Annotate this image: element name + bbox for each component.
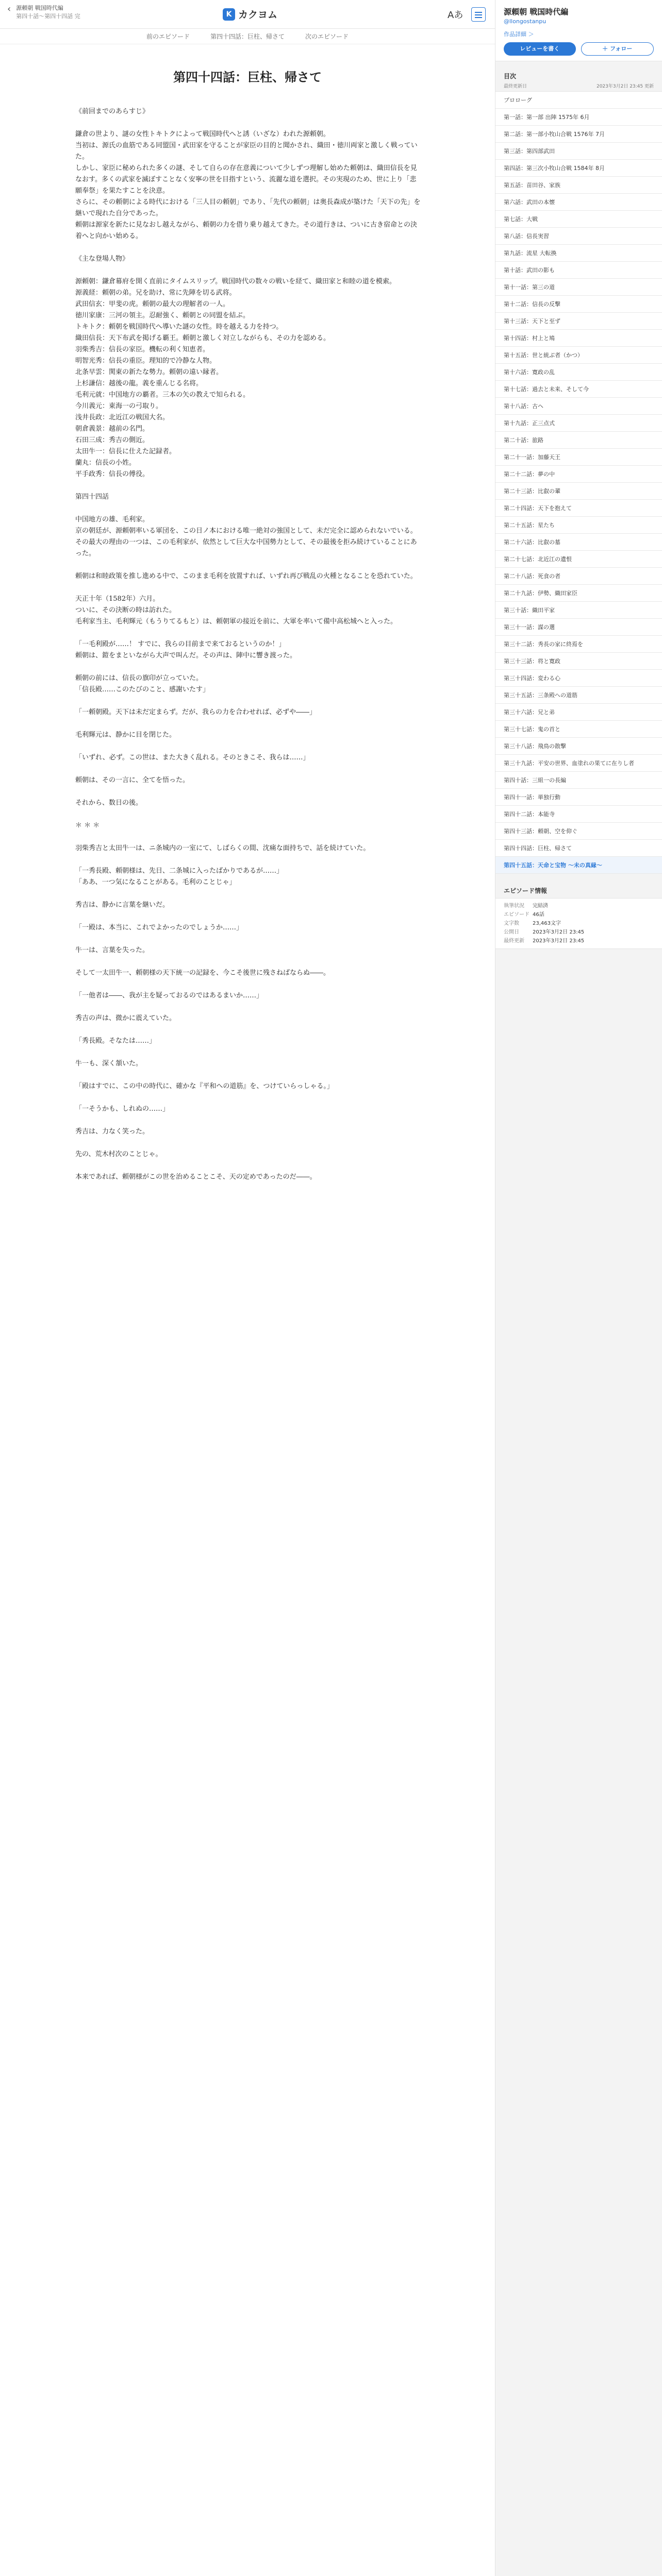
- toc-item[interactable]: 第二十七話：北近江の遺恨: [495, 551, 662, 568]
- toc-item[interactable]: 第二十四話：天下を抱えて: [495, 500, 662, 517]
- episode-info-table: [495, 898, 662, 949]
- episode-body: [75, 106, 422, 1194]
- info-key: 公開日: [504, 929, 519, 935]
- paragraph: 頼朝は、その一言に、全てを悟った。: [75, 776, 190, 784]
- toc-updated-label: 最終更新日: [504, 84, 527, 89]
- info-key: エピソード: [504, 912, 529, 918]
- toc-item[interactable]: 第十七話：過去と未来、そして今: [495, 381, 662, 398]
- text-size-icon[interactable]: Aあ: [448, 10, 464, 21]
- paragraph: 「一殿は、本当に、これでよかったのでしょうか……」: [75, 924, 243, 931]
- toc-item[interactable]: 第三十七話：鬼の首と: [495, 721, 662, 738]
- toc-item[interactable]: 第十一話：第三の道: [495, 279, 662, 296]
- header-work-info[interactable]: [7, 4, 80, 21]
- toc-updated-value: 2023年3月2日 23:45 更新: [596, 84, 654, 89]
- toc-item[interactable]: 第二十九話：伊勢、織田家臣: [495, 585, 662, 602]
- paragraph: 中国地方の雄、毛利家。 京の朝廷が、源頼朝率いる軍団を、この日ノ本における唯一絶対の強国として、未だ完全に認められないでいる。その最大の理由の一つは、この毛利家が、依然として巨大な中国勢力として、その最後を拒み続けていることにあった。: [75, 516, 417, 557]
- paragraph: 《主な登場人物》: [75, 255, 129, 263]
- toc-item[interactable]: 第二話：第一部小牧山合戦 1576年 7月: [495, 126, 662, 143]
- header-work-subtitle: 第四十話〜第四十四話 完: [16, 13, 80, 20]
- paragraph: 秀吉の声は、微かに震えていた。: [75, 1014, 176, 1022]
- toc-item[interactable]: 第十三話：天下と至ず: [495, 313, 662, 330]
- paragraph: そして一太田牛一、頼朝様の天下統一の記録を、今こそ後世に残さねばならぬ――。: [75, 969, 330, 977]
- toc-list: [495, 91, 662, 874]
- toc-item[interactable]: 第三十五話：三条殿への道筋: [495, 687, 662, 704]
- sidebar-work-card: [495, 0, 662, 61]
- info-key: 文字数: [504, 921, 519, 926]
- paragraph: 秀吉は、力なく笑った。: [75, 1128, 150, 1136]
- header-work-title[interactable]: 源頼朝 戦国時代編: [16, 5, 63, 11]
- paragraph: 頼朝の前には、信長の旗印が立っていた。 「信長殿……このたびのこと、感謝いたす」: [75, 674, 210, 693]
- toc-item[interactable]: 第三十話：織田平家: [495, 602, 662, 619]
- paragraph: 牛一は、言葉を失った。: [75, 946, 150, 954]
- info-value: 完結済: [533, 903, 548, 909]
- toc-item[interactable]: 第二十六話：比叡の墓: [495, 534, 662, 551]
- paragraph: 「秀長殿。そなたは……」: [75, 1037, 156, 1045]
- sidebar-work-title[interactable]: 源頼朝 戦国時代編: [504, 7, 569, 16]
- paragraph: 毛利輝元は、静かに目を閉じた。: [75, 731, 176, 739]
- info-row: [504, 910, 654, 919]
- toc-item[interactable]: 第四十五話：天命と宝物 〜未の真縁〜: [495, 857, 662, 874]
- paragraph: 「いずれ、必ず。この世は、また大きく乱れる。そのときこそ、我らは……」: [75, 754, 310, 761]
- toc-item[interactable]: 第二十一話：加藤天王: [495, 449, 662, 466]
- chapter-heading: 第四十四話: [75, 493, 109, 501]
- toc-item[interactable]: 第二十五話：星たち: [495, 517, 662, 534]
- logo-text: カクヨム: [238, 9, 278, 21]
- episode-nav: [0, 29, 495, 44]
- table-of-contents: [495, 72, 662, 874]
- top-bar: [0, 0, 495, 29]
- toc-item[interactable]: 第十二話：信長の反撃: [495, 296, 662, 313]
- toc-item[interactable]: 第二十三話：比叡の輩: [495, 483, 662, 500]
- paragraph: 「一秀長殿、頼朝様は、先日、二条城に入ったばかりであるが……」 「ああ、一つ気になることがある。毛利のことじゃ」: [75, 867, 284, 886]
- site-logo[interactable]: [223, 7, 277, 21]
- info-key: 執筆状況: [504, 903, 524, 909]
- paragraph: 秀吉は、静かに言葉を継いだ。: [75, 901, 170, 909]
- toc-item[interactable]: 第十九話：正三点式: [495, 415, 662, 432]
- toc-item[interactable]: 第一話：第一部 出陣 1575年 6月: [495, 109, 662, 126]
- info-row: [504, 937, 654, 945]
- paragraph: 天正十年（1582年）六月。 ついに、その決断の時は訪れた。 毛利家当主、毛利輝元（もうりてるもと）は、頼朝軍の接近を前に、大軍を率いて備中高松城へと入った。: [75, 595, 398, 625]
- paragraph: 源頼朝：鎌倉幕府を開く直前にタイムスリップ。戦国時代の数々の戦いを経て、織田家と和睦の道を模索。 源義経：頼朝の弟。兄を助け、常に先陣を切る武将。 武田信玄：甲斐の虎。頼朝の最大の理解者の一人。 徳川家康：三河の領主。忍耐強く、頼朝との同盟を結ぶ。 トキトク：頼朝を戦国時代へ導いた謎の女性。時を越える力を持つ。 織田信長：天下布武を掲げる覇王。頼朝と激しく対立しながらも、その力を認める。 羽柴秀吉：信長の家臣。機転の利く知恵者。 明智光秀：信長の重臣。理知的で冷静な人物。 北条早雲：関東の新たな勢力。頼朝の遠い縁者。 上杉謙信：越後の龍。義を重んじる名将。 毛利元就：中国地方の覇者。三本の矢の教えで知られる。 今川義元：東海一の弓取り。 浅井長政：北近江の戦国大名。 朝倉義景：越前の名門。 石田三成：秀吉の側近。 太田牛一：信長に仕えた記録者。 蘭丸：信長の小姓。 平手政秀：信長の傅役。: [75, 278, 396, 478]
- paragraph: 「殿はすでに、この中の時代に、確かな『平和への道筋』を、つけていらっしゃる。」: [75, 1082, 334, 1090]
- toc-item[interactable]: 第八話：信長実習: [495, 228, 662, 245]
- chevron-left-icon[interactable]: ‹: [7, 4, 11, 14]
- toc-item[interactable]: 第十五話：世と統ぶ者（かつ）: [495, 347, 662, 364]
- info-value: 23,463文字: [533, 921, 561, 926]
- toc-item[interactable]: 第四十二話：本能寺: [495, 806, 662, 823]
- toc-item[interactable]: 第四十四話：巨柱、帰さて: [495, 840, 662, 857]
- write-review-button[interactable]: レビューを書く: [504, 42, 576, 56]
- toc-item[interactable]: プロローグ: [495, 92, 662, 109]
- toc-item[interactable]: 第三十四話：変わる心: [495, 670, 662, 687]
- info-value: 2023年3月2日 23:45: [533, 929, 585, 935]
- hamburger-icon[interactable]: [471, 7, 486, 22]
- toc-item[interactable]: 第十八話：古ヘ: [495, 398, 662, 415]
- follow-button[interactable]: ＋ フォロー: [581, 42, 654, 56]
- toc-item[interactable]: 第三話：第四部武田: [495, 143, 662, 160]
- info-row: [504, 919, 654, 928]
- toc-item[interactable]: 第十話：武田の影も: [495, 262, 662, 279]
- episode-content: [0, 44, 495, 2576]
- paragraph: 頼朝は和睦政策を推し進める中で、このまま毛利を放置すれば、いずれ再び戦乱の火種となることを恐れていた。: [75, 572, 417, 580]
- paragraph: 本来であれば、頼朝様がこの世を治めることこそ、天の定めであったのだ――。: [75, 1173, 317, 1181]
- toc-item[interactable]: 第三十六話：兄と弟: [495, 704, 662, 721]
- toc-item[interactable]: 第四十三話：頼朝、空を仰ぐ: [495, 823, 662, 840]
- sidebar: [495, 0, 662, 2576]
- episode-title: 第四十四話：巨柱、帰さて: [173, 70, 322, 84]
- toc-item[interactable]: 第三十二話：秀長の家に終焉を: [495, 636, 662, 653]
- paragraph: 「一そうかも、しれぬの……」: [75, 1105, 170, 1113]
- paragraph: それから、数日の後。: [75, 799, 143, 807]
- episode-info: [495, 886, 662, 949]
- toc-heading: 目次: [504, 73, 517, 80]
- scene-separator: ＊ ＊ ＊: [75, 822, 100, 829]
- toc-item[interactable]: 第四十一話：単独行動: [495, 789, 662, 806]
- info-value: 46話: [533, 912, 544, 918]
- toc-item[interactable]: 第二十八話：死食の者: [495, 568, 662, 585]
- info-value: 2023年3月2日 23:45: [533, 938, 585, 944]
- toc-item[interactable]: 第四十話：三組一の長編: [495, 772, 662, 789]
- paragraph: 「一毛利殿が……！ すでに、我らの目前まで来ておるというのか！」 頼朝は、鎧をまといながら大声で叫んだ。その声は、陣中に響き渡った。: [75, 640, 297, 659]
- toc-item[interactable]: 第十四話：村上と鳩: [495, 330, 662, 347]
- info-row: [504, 902, 654, 910]
- paragraph: 「一他者は――、我が主を疑っておるのではあるまいか……」: [75, 992, 263, 999]
- toc-item[interactable]: 第三十九話：平安の世界、血塗れの果てに在りし者: [495, 755, 662, 772]
- next-episode-link[interactable]: 次のエピソード: [305, 33, 349, 40]
- toc-item[interactable]: 第二十話：旅路: [495, 432, 662, 449]
- info-key: 最終更新: [504, 938, 524, 944]
- paragraph: 先の、荒木村次のことじゃ。: [75, 1150, 162, 1158]
- sidebar-author[interactable]: @llongostanpu: [504, 18, 547, 25]
- toc-item[interactable]: 第三十一話：謀の選: [495, 619, 662, 636]
- toc-item[interactable]: 第四話：第三次小牧山合戦 1584年 8月: [495, 160, 662, 177]
- prev-episode-link[interactable]: 前のエピソード: [146, 33, 190, 40]
- paragraph: 《前回までのあらすじ》: [75, 108, 150, 115]
- toc-item[interactable]: 第二十二話：夢の中: [495, 466, 662, 483]
- toc-item[interactable]: 第五話：苗田谷、家族: [495, 177, 662, 194]
- episode-info-heading: エピソード情報: [504, 887, 548, 894]
- paragraph: 「一頼朝殿。天下は未だ定まらず。だが、我らの力を合わせれば、必ずや――」: [75, 708, 316, 716]
- paragraph: 羽柴秀吉と太田牛一は、ニ条城内の一室にて、しばらくの間、沈痛な面持ちで、話を続けていた。: [75, 844, 370, 852]
- toc-item[interactable]: 第七話：大戦: [495, 211, 662, 228]
- info-row: [504, 928, 654, 937]
- paragraph: 牛一も、深く頷いた。: [75, 1060, 143, 1067]
- toc-item[interactable]: 第十六話：寛政の乱: [495, 364, 662, 381]
- toc-item[interactable]: 第三十八話：飛鳥の散撃: [495, 738, 662, 755]
- work-detail-link[interactable]: 作品詳細 ＞: [504, 31, 534, 38]
- toc-item[interactable]: 第三十三話：将と寛政: [495, 653, 662, 670]
- toc-item[interactable]: 第九話：流星 大転換: [495, 245, 662, 262]
- kakuyomu-logo-icon: K: [223, 8, 235, 21]
- paragraph: 鎌倉の世より、謎の女性トキトクによって戦国時代へと誘（いざな）われた源頼朝。 当初は、源氏の血筋である同盟国・武田家を守ることが家臣の目的と聞かされ、織田・徳川両家と激しく戦っていた。 しかし、家臣に秘められた多くの謎、そして自らの存在意義について少しずつ理解し始めた頼朝は、織田信長を見なおす。多くの武家を滅ぼすことなく安寧の世を目指すという、流麗な道を選択。その実現のため、世に上り「悲願奉祭」を果たすことを決意。 さらに、その頼朝による時代における「三人目の頼朝」であり、「先代の頼朝」は奥長森成が築けた「天下の先」を継いで現れた自分であった。 頼朝は源家を新たに見なおし越えながら、頼朝の力を借り乗り越えてきた。その道行きは、ついに古き宿命との決着へと向かい始める。: [75, 130, 421, 240]
- current-episode-label: 第四十四話：巨柱、帰さて: [210, 33, 285, 40]
- toc-item[interactable]: 第六話：武田の本懐: [495, 194, 662, 211]
